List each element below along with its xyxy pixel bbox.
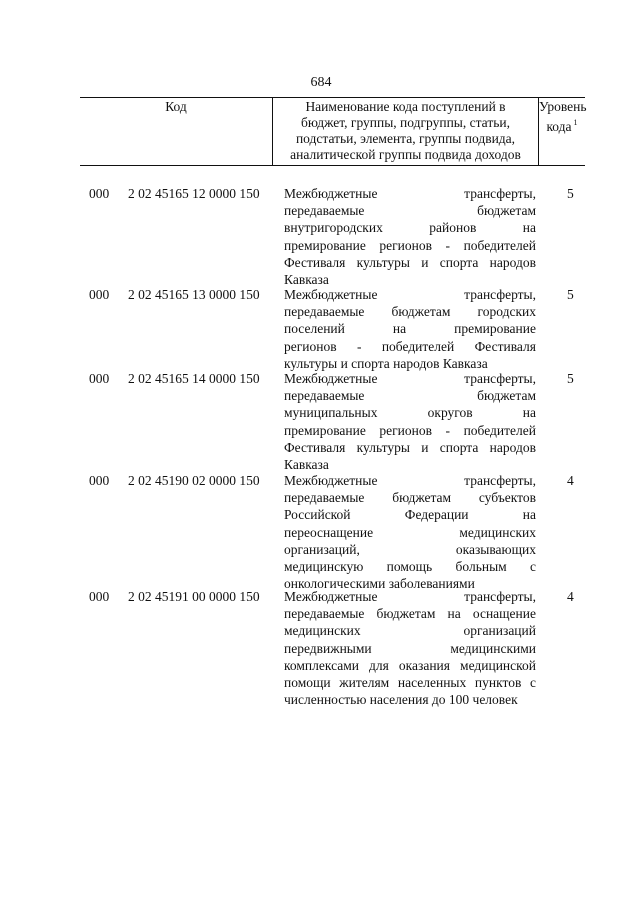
admin-code: 000 [89, 371, 110, 386]
code-level: 5 [567, 371, 574, 386]
header-name-line: подстатьи, элемента, группы подвида, [295, 131, 516, 146]
revenue-name-line: внутригородских районов на [284, 220, 536, 236]
code-level: 4 [567, 473, 574, 488]
revenue-name [284, 370, 536, 473]
header-level-line: Уровень [539, 99, 587, 114]
revenue-name-line: Межбюджетные трансферты, [284, 287, 536, 302]
revenue-name-line: медицинских организаций [284, 623, 536, 639]
header-name-line: бюджет, группы, подгруппы, статьи, [301, 115, 510, 130]
revenue-name-line: Российской Федерации на [284, 507, 536, 523]
footnote-marker: 1 [573, 118, 578, 127]
revenue-name-line: Кавказа [284, 457, 329, 473]
revenue-name-line: муниципальных округов на [284, 405, 536, 421]
revenue-name-line: передаваемые бюджетам [284, 388, 536, 404]
revenue-name-line: премирование регионов - победителей [284, 422, 536, 438]
revenue-name-line: комплексами для оказания медицинской [284, 657, 536, 673]
header-name-line: аналитической группы подвида доходов [290, 147, 521, 162]
revenue-name-line: регионов - победителей Фестиваля [284, 338, 536, 354]
revenue-name [284, 472, 536, 592]
revenue-name-line: передаваемые бюджетам субъектов [284, 490, 536, 506]
header-level-line: кода $^1$ [546, 118, 578, 134]
page-number: 684 [310, 75, 332, 90]
code-level: 4 [567, 589, 574, 604]
revenue-name-line: онкологическими заболеваниями [284, 576, 475, 592]
admin-code: 000 [89, 186, 110, 201]
revenue-name [284, 286, 536, 372]
revenue-name-line: передвижными медицинскими [284, 640, 536, 656]
header-name [273, 99, 538, 163]
revenue-name-line: численностью населения до 100 человек [284, 692, 518, 708]
header-name-line: Наименование кода поступлений в [305, 99, 506, 114]
revenue-name-line: передаваемые бюджетам городских [284, 304, 536, 320]
revenue-name-line: медицинскую помощь больным с [284, 559, 536, 575]
revenue-code: 2 02 45165 14 0000 150 [128, 371, 260, 386]
revenue-name-line: передаваемые бюджетам на оснащение [284, 606, 536, 622]
admin-code: 000 [89, 287, 110, 302]
revenue-name-line: помощи жителям населенных пунктов с [284, 675, 536, 691]
revenue-name-line: Фестиваля культуры и спорта народов [284, 439, 536, 455]
code-level: 5 [567, 186, 574, 201]
revenue-name-line: Межбюджетные трансферты, [284, 371, 536, 386]
revenue-name [284, 185, 536, 288]
revenue-code: 2 02 45191 00 0000 150 [128, 589, 260, 604]
revenue-name-line: поселений на премирование [284, 321, 536, 337]
header-level [539, 99, 585, 135]
revenue-name-line: Межбюджетные трансферты, [284, 589, 536, 604]
revenue-name-line: Межбюджетные трансферты, [284, 473, 536, 488]
revenue-name-line: культуры и спорта народов Кавказа [284, 355, 488, 371]
revenue-name-line: Фестиваля культуры и спорта народов [284, 254, 536, 270]
admin-code: 000 [89, 589, 110, 604]
revenue-code: 2 02 45165 13 0000 150 [128, 287, 260, 302]
code-level: 5 [567, 287, 574, 302]
revenue-code: 2 02 45165 12 0000 150 [128, 186, 260, 201]
admin-code: 000 [89, 473, 110, 488]
revenue-name-line: передаваемые бюджетам [284, 203, 536, 219]
revenue-name-line: организаций, оказывающих [284, 541, 536, 557]
revenue-name-line: Кавказа [284, 272, 329, 288]
table-header [80, 97, 585, 166]
header-code: Код [165, 99, 187, 114]
revenue-name-line: переоснащение медицинских [284, 524, 536, 540]
revenue-code: 2 02 45190 02 0000 150 [128, 473, 260, 488]
revenue-name-line: премирование регионов - победителей [284, 237, 536, 253]
revenue-name [284, 588, 536, 708]
revenue-name-line: Межбюджетные трансферты, [284, 186, 536, 201]
